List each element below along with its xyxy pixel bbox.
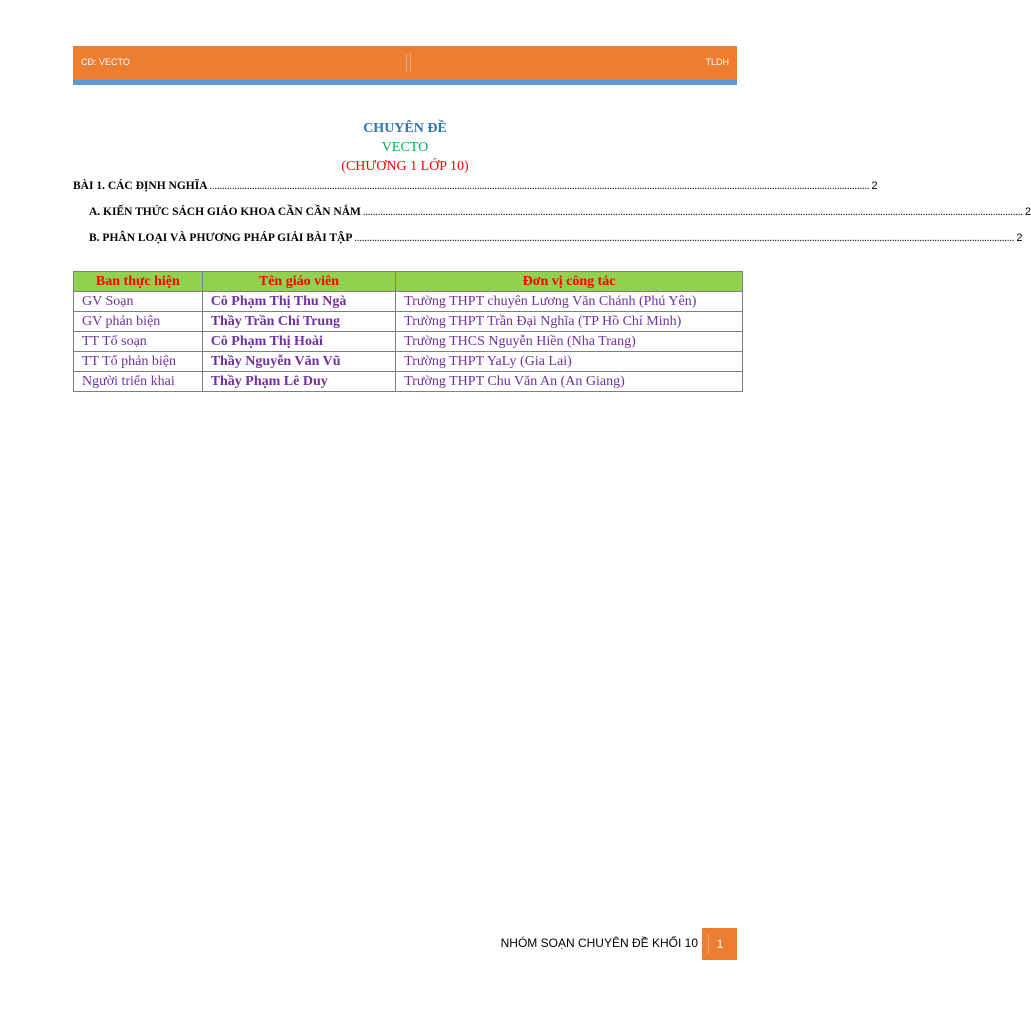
school-cell: Trường THPT Trần Đại Nghĩa (TP Hồ Chí Minh) bbox=[396, 312, 743, 332]
page-number-box bbox=[702, 928, 737, 960]
footer-text: NHÓM SOẠN CHUYÊN ĐỀ KHỐI 10 bbox=[500, 936, 698, 950]
toc-entry-label: A. KIẾN THỨC SÁCH GIÁO KHOA CẦN CẦN NẮM bbox=[89, 206, 361, 218]
school-cell: Trường THPT chuyên Lương Văn Chánh (Phú Yên) bbox=[396, 292, 743, 312]
title-line-3: (CHƯƠNG 1 LỚP 10) bbox=[341, 159, 469, 174]
toc-entry-label: BÀI 1. CÁC ĐỊNH NGHĨA bbox=[73, 180, 208, 192]
role-cell: GV phản biện bbox=[74, 312, 203, 332]
teacher-name-cell: Cô Phạm Thị Thu Ngà bbox=[202, 292, 395, 312]
toc-entry[interactable] bbox=[73, 177, 878, 203]
table-row bbox=[74, 372, 743, 392]
title-line-2: VECTO bbox=[381, 140, 429, 155]
role-cell: TT Tổ soạn bbox=[74, 332, 203, 352]
toc-entry-page: 2 bbox=[1024, 206, 1031, 218]
toc-leader-dots: ........................................................................................................................................................................................................................................................................ bbox=[209, 181, 870, 192]
teacher-name-cell: Cô Phạm Thị Hoài bbox=[202, 332, 395, 352]
title-line-1: CHUYÊN ĐỀ bbox=[363, 121, 447, 136]
header-divider bbox=[410, 54, 411, 72]
document-title bbox=[73, 119, 737, 176]
header-right-text: TLDH bbox=[705, 57, 729, 67]
table-of-contents bbox=[73, 177, 1031, 255]
school-cell: Trường THCS Nguyễn Hiền (Nha Trang) bbox=[396, 332, 743, 352]
role-cell: GV Soạn bbox=[74, 292, 203, 312]
role-cell: Người triển khai bbox=[74, 372, 203, 392]
table-row bbox=[74, 352, 743, 372]
column-header: Ban thực hiện bbox=[74, 272, 203, 292]
toc-entry[interactable] bbox=[73, 203, 1031, 229]
teacher-name-cell: Thầy Nguyễn Văn Vũ bbox=[202, 352, 395, 372]
table-row bbox=[74, 332, 743, 352]
toc-entry-page: 2 bbox=[1016, 232, 1023, 244]
table-row bbox=[74, 312, 743, 332]
toc-leader-dots: ........................................................................................................................................................................................................................................................................ bbox=[354, 233, 1015, 244]
table-row bbox=[74, 292, 743, 312]
page-header bbox=[73, 46, 737, 80]
toc-entry-page: 2 bbox=[871, 180, 878, 192]
header-left-text: CĐ: VECTO bbox=[81, 57, 130, 67]
role-cell: TT Tổ phản biện bbox=[74, 352, 203, 372]
teacher-name-cell: Thầy Phạm Lê Duy bbox=[202, 372, 395, 392]
school-cell: Trường THPT YaLy (Gia Lai) bbox=[396, 352, 743, 372]
teacher-name-cell: Thầy Trần Chí Trung bbox=[202, 312, 395, 332]
toc-leader-dots: ........................................................................................................................................................................................................................................................................ bbox=[362, 207, 1023, 218]
header-accent-bar bbox=[73, 80, 737, 85]
column-header: Đơn vị công tác bbox=[396, 272, 743, 292]
column-header: Tên giáo viên bbox=[202, 272, 395, 292]
header-divider bbox=[406, 54, 407, 72]
school-cell: Trường THPT Chu Văn An (An Giang) bbox=[396, 372, 743, 392]
toc-entry-label: B. PHÂN LOẠI VÀ PHƯƠNG PHÁP GIẢI BÀI TẬP bbox=[89, 232, 353, 244]
staff-table bbox=[73, 271, 743, 392]
table-header-row bbox=[74, 272, 743, 292]
toc-entry[interactable] bbox=[73, 229, 1023, 255]
page-number: 1 bbox=[708, 934, 731, 954]
